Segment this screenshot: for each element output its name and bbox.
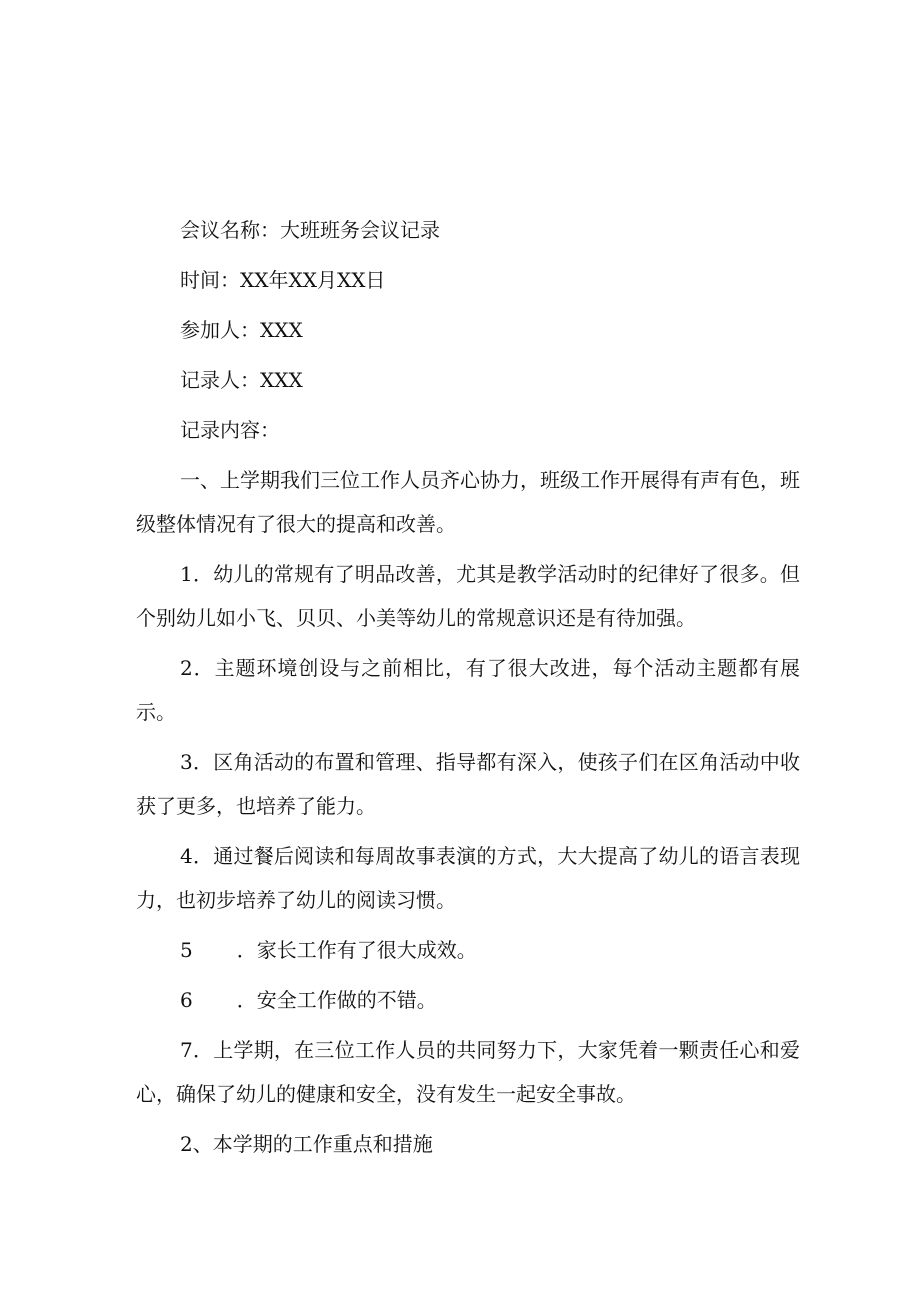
meeting-name-line xyxy=(136,208,800,252)
content-label-line: 记录内容： xyxy=(180,418,280,442)
list-item-4: 4．通过餐后阅读和每周故事表演的方式，大大提高了幼儿的语言表现力，也初步培养了幼儿的阅读习惯。 xyxy=(136,844,800,912)
meeting-time-line xyxy=(136,258,800,302)
recorder-label: 记录人： xyxy=(180,368,260,392)
list-item-2: 2．主题环境创设与之前相比，有了很大改进，每个活动主题都有展示。 xyxy=(136,656,800,724)
list-item-7: 7．上学期，在三位工作人员的共同努力下，大家凭着一颗责任心和爱心，确保了幼儿的健康和安全，没有发生一起安全事故。 xyxy=(136,1038,800,1106)
meeting-name-label: 会议名称： xyxy=(180,218,280,242)
recorder-line xyxy=(136,358,800,402)
list-item-6 xyxy=(136,978,800,1022)
list-item-6-number: 6 xyxy=(180,988,193,1012)
list-item-5 xyxy=(136,928,800,972)
list-item-1: 1．幼儿的常规有了明品改善，尤其是教学活动时的纪律好了很多。但个别幼儿如小飞、贝贝、小美等幼儿的常规意识还是有待加强。 xyxy=(136,562,800,630)
list-item-6-text: ．安全工作做的不错。 xyxy=(236,988,437,1012)
meeting-name-value: 大班班务会议记录 xyxy=(280,218,440,242)
meeting-time-label: 时间： xyxy=(180,268,240,292)
list-item-5-number: 5 xyxy=(180,938,193,962)
attendees-value: XXX xyxy=(260,318,303,342)
meeting-time-value: XX年XX月XX日 xyxy=(240,268,386,292)
attendees-line xyxy=(136,308,800,352)
list-item-3: 3．区角活动的布置和管理、指导都有深入，使孩子们在区角活动中收获了更多，也培养了能力。 xyxy=(136,750,800,818)
list-item-5-text: ．家长工作有了很大成效。 xyxy=(236,938,477,962)
section-two-heading: 2、本学期的工作重点和措施 xyxy=(180,1132,433,1156)
document-body xyxy=(136,208,800,1172)
section-one-intro: 一、上学期我们三位工作人员齐心协力，班级工作开展得有声有色，班级整体情况有了很大的提高和改善。 xyxy=(136,468,800,536)
attendees-label: 参加人： xyxy=(180,318,260,342)
recorder-value: XXX xyxy=(260,368,303,392)
